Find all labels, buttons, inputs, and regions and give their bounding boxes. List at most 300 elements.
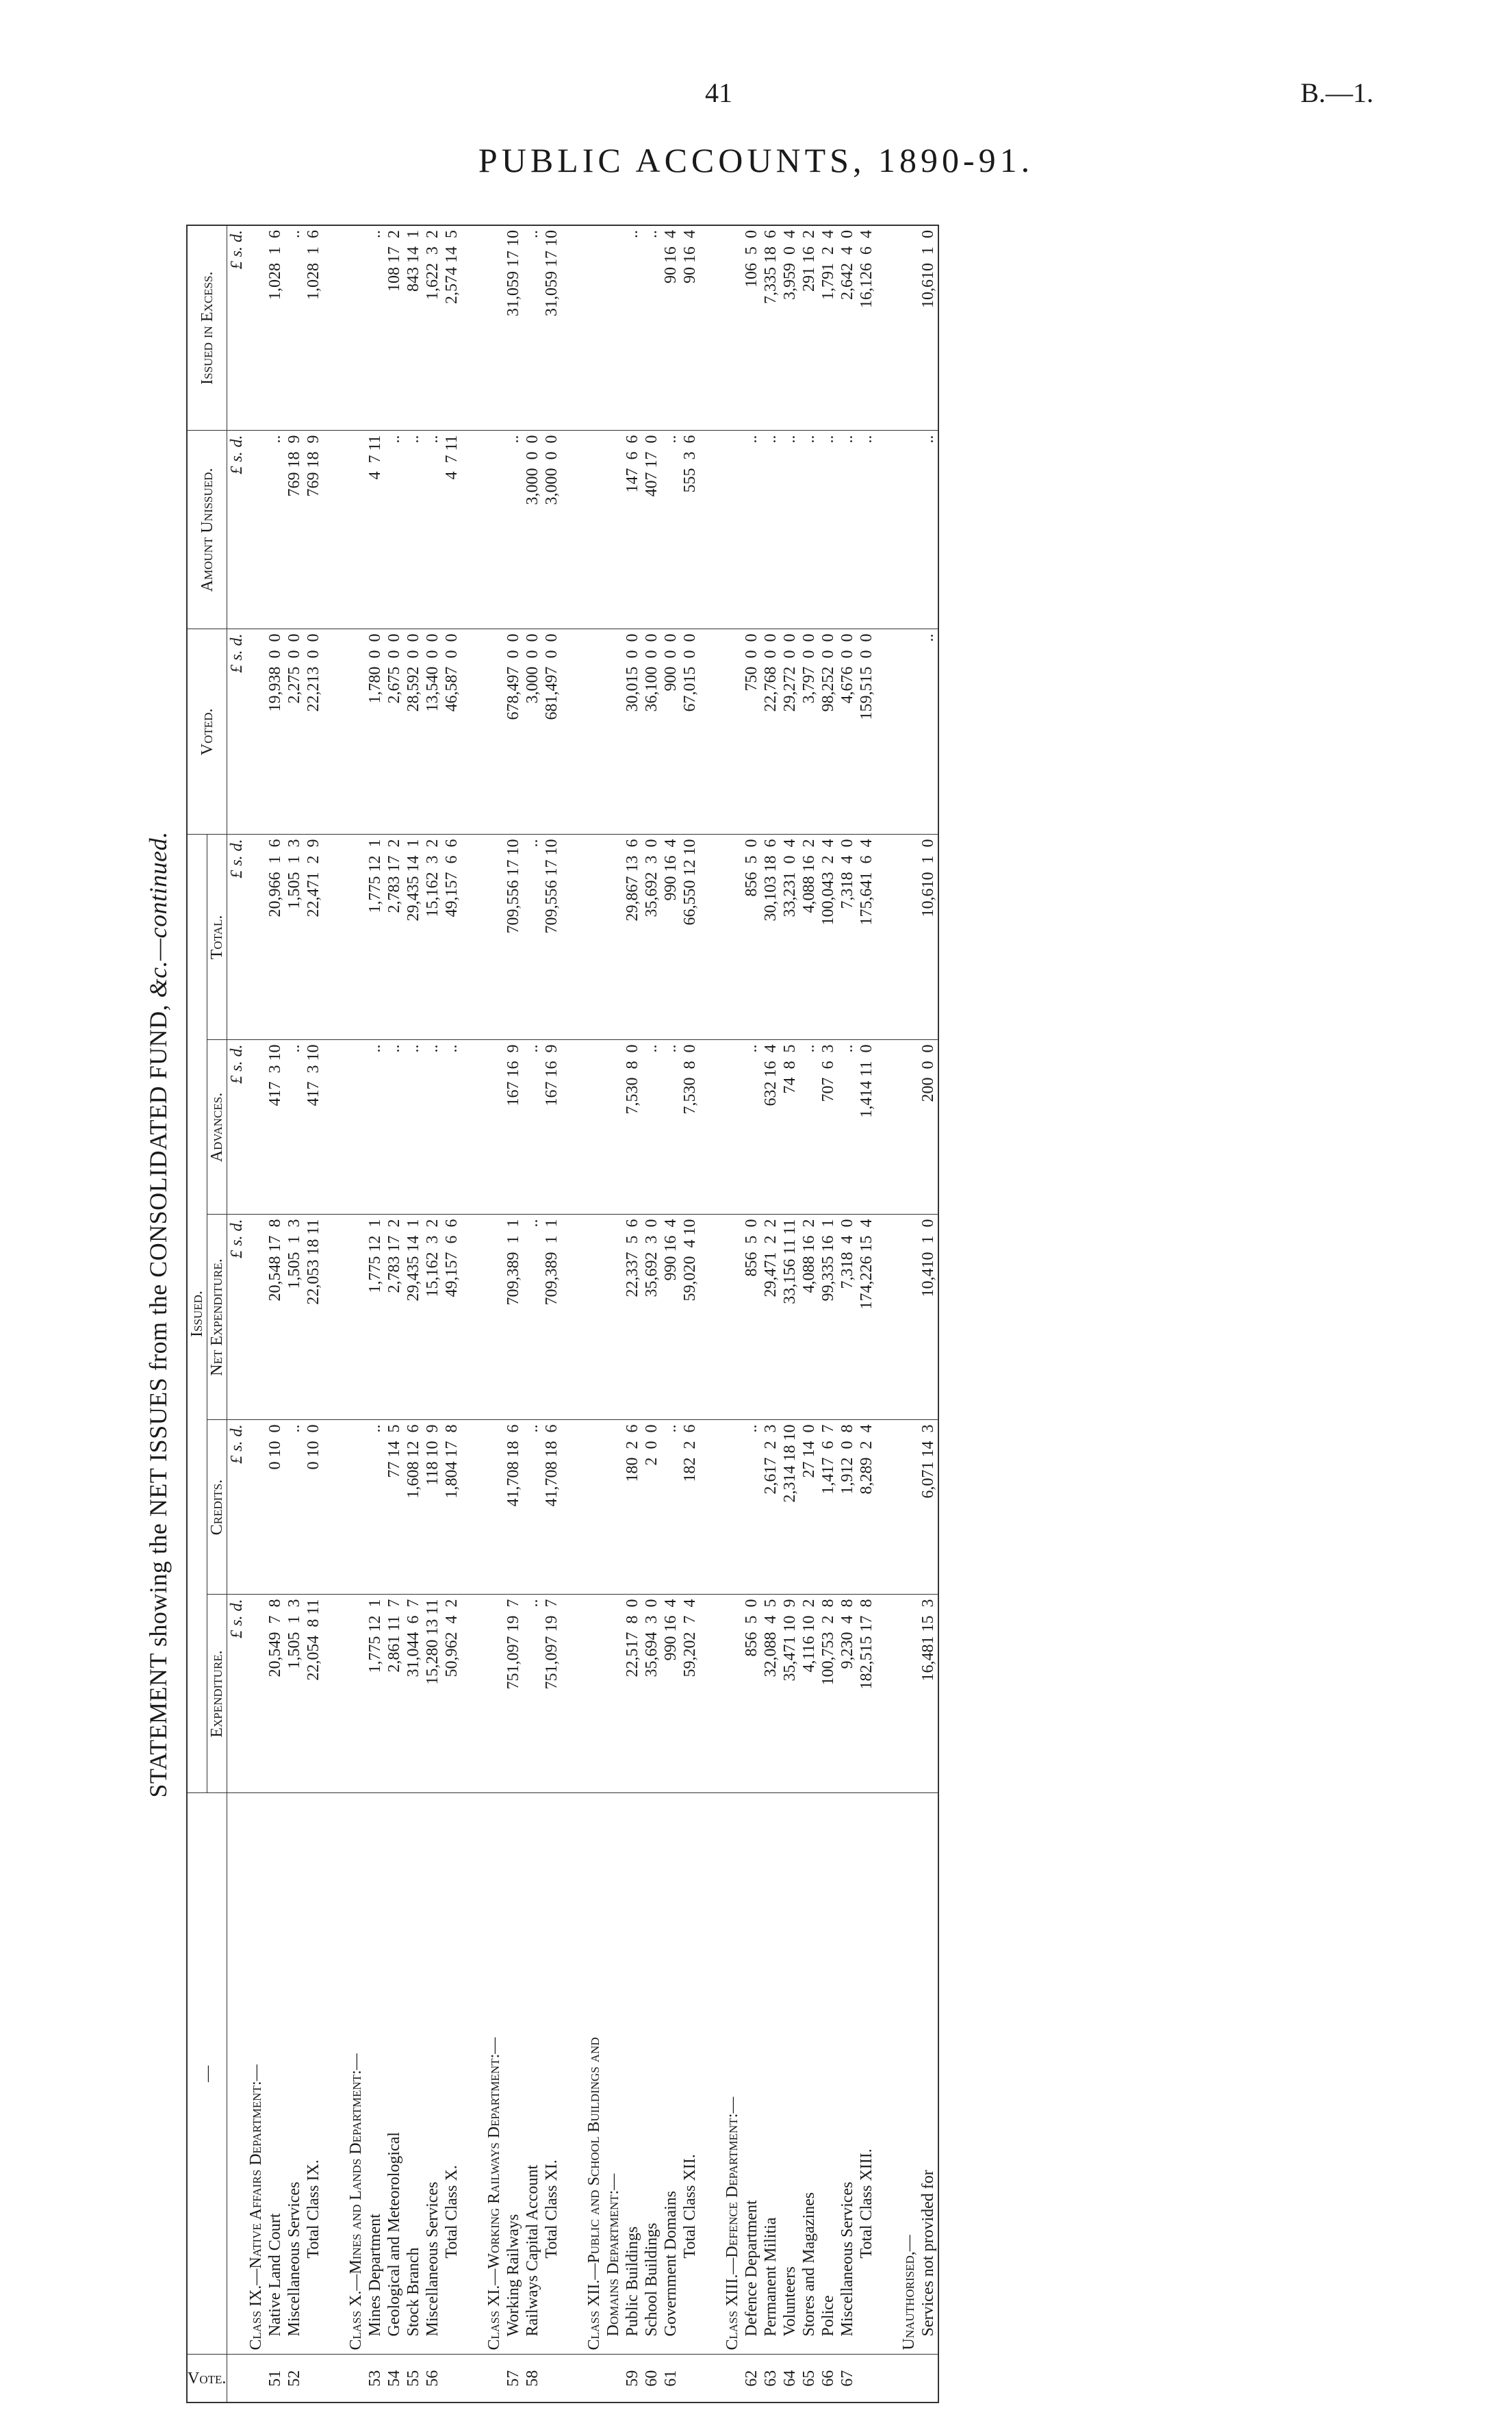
class-heading-row [246, 225, 266, 2403]
amount-cell: .. [642, 225, 661, 431]
units-row [227, 225, 247, 2403]
amount-cell: 856 5 0 [742, 835, 761, 1040]
amount-cell: 28,592 0 0 [404, 629, 423, 835]
table-body [227, 225, 939, 2403]
amount-cell: 1,622 3 2 [423, 225, 442, 431]
amount-cell: .. [366, 1420, 385, 1595]
amount-cell: 29,471 2 2 [761, 1215, 780, 1420]
amount-cell [346, 225, 366, 431]
spacer-row [876, 225, 899, 2403]
amount-cell: .. [523, 1420, 542, 1595]
amount-cell [485, 431, 504, 629]
table-row [523, 225, 542, 2403]
table-row [819, 225, 838, 2403]
amount-cell [899, 1420, 919, 1595]
row-description: Class XIII.—Defence Department:— [723, 1793, 742, 2355]
amount-cell: 709,389 1 1 [504, 1215, 523, 1420]
amount-cell [604, 1040, 623, 1215]
advances-header: Advances. [207, 1040, 227, 1215]
amount-cell: .. [661, 1040, 680, 1215]
amount-cell: 59,202 7 4 [680, 1595, 700, 1793]
amount-cell: 407 17 0 [642, 431, 661, 629]
vote-number [604, 2355, 623, 2403]
row-description: Total Class IX. [304, 1793, 323, 2355]
amount-cell: 98,252 0 0 [819, 629, 838, 835]
amount-cell: 7,530 8 0 [680, 1040, 700, 1215]
amount-cell: 30,015 0 0 [623, 629, 642, 835]
amount-cell [899, 1040, 919, 1215]
vote-number [346, 2355, 366, 2403]
class-heading-row [604, 225, 623, 2403]
units-cell: £ s. d. [227, 1040, 247, 1215]
page-reference: B.—1. [1300, 77, 1374, 108]
class-heading-row [899, 225, 919, 2403]
accounts-table [186, 225, 939, 2403]
total-header: Total. [207, 835, 227, 1040]
amount-cell: 3,000 0 0 [523, 629, 542, 835]
amount-cell [899, 1215, 919, 1420]
amount-cell [899, 1595, 919, 1793]
amount-cell: 4 7 11 [366, 431, 385, 629]
amount-cell: .. [504, 431, 523, 629]
amount-cell: 49,157 6 6 [442, 835, 461, 1040]
amount-cell [246, 1595, 266, 1793]
amount-cell: 13,540 0 0 [423, 629, 442, 835]
vote-number [246, 2355, 266, 2403]
amount-cell: .. [819, 431, 838, 629]
amount-cell [346, 629, 366, 835]
page-title: PUBLIC ACCOUNTS, 1890-91. [478, 141, 1034, 179]
amount-cell: 0 10 0 [266, 1420, 285, 1595]
amount-cell [723, 225, 742, 431]
vote-number: 64 [780, 2355, 799, 2403]
amount-cell: .. [523, 835, 542, 1040]
amount-cell [346, 835, 366, 1040]
amount-cell: .. [266, 431, 285, 629]
row-description: Public Buildings [623, 1793, 642, 2355]
vote-number: 56 [423, 2355, 442, 2403]
vote-number: 51 [266, 2355, 285, 2403]
amount-cell: 681,497 0 0 [542, 629, 561, 835]
table-row [285, 225, 304, 2403]
amount-cell: 4,088 16 2 [799, 835, 819, 1040]
amount-cell: 2 0 0 [642, 1420, 661, 1595]
total-row [304, 225, 323, 2403]
amount-cell: 4,676 0 0 [838, 629, 857, 835]
vote-number [680, 2355, 700, 2403]
amount-cell: 769 18 9 [304, 431, 323, 629]
amount-cell: 900 0 0 [661, 629, 680, 835]
row-description: Miscellaneous Services [838, 1793, 857, 2355]
amount-cell: 32,088 4 5 [761, 1595, 780, 1793]
amount-cell: 147 6 6 [623, 431, 642, 629]
issued-in-excess-header: Issued in Excess. [187, 225, 227, 431]
amount-cell: 751,097 19 7 [504, 1595, 523, 1793]
amount-cell: 990 16 4 [661, 835, 680, 1040]
vote-number: 66 [819, 2355, 838, 2403]
amount-cell: 3,797 0 0 [799, 629, 819, 835]
amount-cell: .. [623, 225, 642, 431]
amount-cell: 2,642 4 0 [838, 225, 857, 431]
amount-cell: .. [442, 1040, 461, 1215]
amount-cell [585, 225, 604, 431]
amount-cell: 22,768 0 0 [761, 629, 780, 835]
amount-cell: 7,530 8 0 [623, 1040, 642, 1215]
table-row [623, 225, 642, 2403]
vote-number [485, 2355, 504, 2403]
row-description: School Buildings [642, 1793, 661, 2355]
amount-cell [246, 225, 266, 431]
vote-number: 63 [761, 2355, 780, 2403]
amount-cell [346, 1420, 366, 1595]
vote-number [442, 2355, 461, 2403]
amount-cell: .. [366, 1040, 385, 1215]
table-row [642, 225, 661, 2403]
amount-cell: .. [523, 1595, 542, 1793]
amount-cell: .. [285, 1040, 304, 1215]
vote-number: 53 [366, 2355, 385, 2403]
spacer-row [561, 225, 585, 2403]
row-description: Class IX.—Native Affairs Department:— [246, 1793, 266, 2355]
amount-cell: .. [919, 431, 938, 629]
amount-cell [585, 1040, 604, 1215]
amount-cell: 4,088 16 2 [799, 1215, 819, 1420]
amount-cell: 167 16 9 [504, 1040, 523, 1215]
amount-cell: 1,804 17 8 [442, 1420, 461, 1595]
amount-cell: 2,783 17 2 [385, 835, 404, 1040]
table-row [423, 225, 442, 2403]
vote-number: 59 [623, 2355, 642, 2403]
row-description: Domains Department:— [604, 1793, 623, 2355]
amount-cell: 175,641 6 4 [857, 835, 876, 1040]
amount-cell: .. [742, 1420, 761, 1595]
units-cell: £ s. d. [227, 1420, 247, 1595]
amount-cell: 118 10 9 [423, 1420, 442, 1595]
amount-cell: 90 16 4 [661, 225, 680, 431]
amount-cell [485, 1215, 504, 1420]
amount-cell [723, 431, 742, 629]
vote-number: 60 [642, 2355, 661, 2403]
units-cell: £ s. d. [227, 431, 247, 629]
amount-cell [604, 431, 623, 629]
amount-cell [899, 629, 919, 835]
vote-number: 55 [404, 2355, 423, 2403]
amount-cell: 108 17 2 [385, 225, 404, 431]
amount-cell [246, 1420, 266, 1595]
row-description: Defence Department [742, 1793, 761, 2355]
amount-cell: 1,775 12 1 [366, 1215, 385, 1420]
amount-cell: 3,000 0 0 [523, 431, 542, 629]
amount-cell: 1,505 1 3 [285, 1595, 304, 1793]
amount-cell: 49,157 6 6 [442, 1215, 461, 1420]
amount-cell [246, 1215, 266, 1420]
amount-cell [585, 1420, 604, 1595]
amount-cell: 22,053 18 11 [304, 1215, 323, 1420]
amount-cell: 1,028 1 6 [266, 225, 285, 431]
table-row [838, 225, 857, 2403]
vote-number: 58 [523, 2355, 542, 2403]
amount-cell: .. [385, 1040, 404, 1215]
amount-cell: .. [857, 431, 876, 629]
amount-unissued-header: Amount Unissued. [187, 431, 227, 629]
vote-number: 57 [504, 2355, 523, 2403]
row-description: Total Class XII. [680, 1793, 700, 2355]
amount-cell [485, 835, 504, 1040]
table-row [661, 225, 680, 2403]
amount-cell: 59,020 4 10 [680, 1215, 700, 1420]
amount-cell: 15,162 3 2 [423, 835, 442, 1040]
amount-cell: 632 16 4 [761, 1040, 780, 1215]
amount-cell [585, 629, 604, 835]
amount-cell: .. [523, 1215, 542, 1420]
amount-cell: 35,471 10 9 [780, 1595, 799, 1793]
amount-cell: 10,610 1 0 [919, 835, 938, 1040]
amount-cell: 1,780 0 0 [366, 629, 385, 835]
table-row [780, 225, 799, 2403]
amount-cell: .. [385, 431, 404, 629]
vote-number [919, 2355, 938, 2403]
row-description: Working Railways [504, 1793, 523, 2355]
amount-cell: 1,417 6 7 [819, 1420, 838, 1595]
amount-cell: .. [661, 1420, 680, 1595]
amount-cell: 2,675 0 0 [385, 629, 404, 835]
amount-cell: .. [285, 1420, 304, 1595]
amount-cell: 19,938 0 0 [266, 629, 285, 835]
amount-cell: .. [423, 431, 442, 629]
vote-number: 62 [742, 2355, 761, 2403]
amount-cell: 1,505 1 3 [285, 1215, 304, 1420]
amount-cell [723, 1420, 742, 1595]
amount-cell: 751,097 19 7 [542, 1595, 561, 1793]
row-description: Native Land Court [266, 1793, 285, 2355]
amount-cell: 7,318 4 0 [838, 1215, 857, 1420]
class-heading-row [585, 225, 604, 2403]
vote-header: Vote. [187, 2355, 227, 2403]
amount-cell: .. [838, 431, 857, 629]
amount-cell: 678,497 0 0 [504, 629, 523, 835]
amount-cell: 990 16 4 [661, 1215, 680, 1420]
amount-cell: .. [742, 431, 761, 629]
amount-cell: .. [523, 1040, 542, 1215]
row-description: Services not provided for [919, 1793, 938, 2355]
row-description: Class XI.—Working Railways Department:— [485, 1793, 504, 2355]
amount-cell: 41,708 18 6 [542, 1420, 561, 1595]
amount-cell [585, 835, 604, 1040]
vote-number: 61 [661, 2355, 680, 2403]
description-header: — [187, 1793, 227, 2355]
amount-cell [899, 431, 919, 629]
amount-cell: 856 5 0 [742, 1215, 761, 1420]
units-cell: £ s. d. [227, 629, 247, 835]
amount-cell: 46,587 0 0 [442, 629, 461, 835]
table-row [385, 225, 404, 2403]
vote-number [542, 2355, 561, 2403]
amount-cell [585, 1595, 604, 1793]
amount-cell: .. [423, 1040, 442, 1215]
amount-cell [246, 629, 266, 835]
amount-cell: 291 16 2 [799, 225, 819, 431]
amount-cell: 990 16 4 [661, 1595, 680, 1793]
amount-cell: 100,753 2 8 [819, 1595, 838, 1793]
table-row [266, 225, 285, 2403]
net-expenditure-header: Net Expenditure. [207, 1215, 227, 1420]
amount-cell: 31,059 17 10 [542, 225, 561, 431]
amount-cell [485, 225, 504, 431]
amount-cell: 1,414 11 0 [857, 1040, 876, 1215]
amount-cell [485, 629, 504, 835]
amount-cell: 31,044 6 7 [404, 1595, 423, 1793]
amount-cell: 10,610 1 0 [919, 225, 938, 431]
table-row [761, 225, 780, 2403]
amount-cell [604, 835, 623, 1040]
amount-cell: 6,071 14 3 [919, 1420, 938, 1595]
amount-cell: 2,275 0 0 [285, 629, 304, 835]
amount-cell: .. [404, 431, 423, 629]
row-description: Mines Department [366, 1793, 385, 2355]
amount-cell: .. [799, 1040, 819, 1215]
amount-cell [485, 1040, 504, 1215]
amount-cell [485, 1595, 504, 1793]
units-cell: £ s. d. [227, 1595, 247, 1793]
class-heading-row [485, 225, 504, 2403]
amount-cell [723, 629, 742, 835]
amount-cell: 35,694 3 0 [642, 1595, 661, 1793]
amount-cell: 1,028 1 6 [304, 225, 323, 431]
amount-cell: 167 16 9 [542, 1040, 561, 1215]
amount-cell: 15,162 3 2 [423, 1215, 442, 1420]
row-description: Total Class XI. [542, 1793, 561, 2355]
amount-cell [723, 835, 742, 1040]
amount-cell: 99,335 16 1 [819, 1215, 838, 1420]
row-description: Unauthorised,— [899, 1793, 919, 2355]
amount-cell: 3,959 0 4 [780, 225, 799, 431]
table-row [366, 225, 385, 2403]
credits-header: Credits. [207, 1420, 227, 1595]
row-description: Total Class X. [442, 1793, 461, 2355]
amount-cell [604, 629, 623, 835]
amount-cell: 1,608 12 6 [404, 1420, 423, 1595]
units-cell: £ s. d. [227, 1215, 247, 1420]
row-description: Permanent Militia [761, 1793, 780, 2355]
amount-cell: 0 10 0 [304, 1420, 323, 1595]
amount-cell: 555 3 6 [680, 431, 700, 629]
amount-cell [604, 1215, 623, 1420]
vote-number: 52 [285, 2355, 304, 2403]
amount-cell: .. [366, 225, 385, 431]
amount-cell [723, 1040, 742, 1215]
amount-cell [246, 431, 266, 629]
amount-cell: 33,231 0 4 [780, 835, 799, 1040]
table-caption: STATEMENT showing the NET ISSUES from the CONSOLIDATED FUND, &c.—continued. [144, 831, 172, 1798]
row-description: Geological and Meteorological [385, 1793, 404, 2355]
amount-cell [585, 431, 604, 629]
amount-cell: 2,861 11 7 [385, 1595, 404, 1793]
amount-cell: 20,549 7 8 [266, 1595, 285, 1793]
amount-cell: 35,692 3 0 [642, 1215, 661, 1420]
amount-cell [346, 1215, 366, 1420]
row-description: Miscellaneous Services [423, 1793, 442, 2355]
vote-number: 67 [838, 2355, 857, 2403]
amount-cell: 22,471 2 9 [304, 835, 323, 1040]
amount-cell [604, 1595, 623, 1793]
amount-cell: 67,015 0 0 [680, 629, 700, 835]
amount-cell: 31,059 17 10 [504, 225, 523, 431]
amount-cell [604, 225, 623, 431]
amount-cell: .. [761, 431, 780, 629]
amount-cell: 2,574 14 5 [442, 225, 461, 431]
row-description: Total Class XIII. [857, 1793, 876, 2355]
vote-number: 54 [385, 2355, 404, 2403]
amount-cell: 1,791 2 4 [819, 225, 838, 431]
class-heading-row [723, 225, 742, 2403]
amount-cell: 29,272 0 0 [780, 629, 799, 835]
amount-cell: 3,000 0 0 [542, 431, 561, 629]
amount-cell: .. [404, 1040, 423, 1215]
vote-number [304, 2355, 323, 2403]
amount-cell [723, 1595, 742, 1793]
amount-cell: .. [523, 225, 542, 431]
total-row [857, 225, 876, 2403]
expenditure-header: Expenditure. [207, 1595, 227, 1793]
amount-cell: 200 0 0 [919, 1040, 938, 1215]
amount-cell: 417 3 10 [266, 1040, 285, 1215]
amount-cell: 1,775 12 1 [366, 835, 385, 1040]
amount-cell: 66,550 12 10 [680, 835, 700, 1040]
amount-cell: 180 2 6 [623, 1420, 642, 1595]
amount-cell: 106 5 0 [742, 225, 761, 431]
vote-number [857, 2355, 876, 2403]
rotated-statement-table [144, 226, 1329, 2403]
amount-cell: 20,548 17 8 [266, 1215, 285, 1420]
table-row [742, 225, 761, 2403]
amount-cell: 30,103 18 6 [761, 835, 780, 1040]
amount-cell: 50,962 4 2 [442, 1595, 461, 1793]
amount-cell [346, 1595, 366, 1793]
amount-cell: 15,280 13 11 [423, 1595, 442, 1793]
issued-header: Issued. [187, 835, 207, 1793]
amount-cell: 16,481 15 3 [919, 1595, 938, 1793]
amount-cell: 27 14 0 [799, 1420, 819, 1595]
amount-cell: 769 18 9 [285, 431, 304, 629]
row-description: Class XII.—Public and School Buildings and [585, 1793, 604, 2355]
total-row [680, 225, 700, 2403]
spacer-row [461, 225, 485, 2403]
amount-cell: 182,515 17 8 [857, 1595, 876, 1793]
amount-cell: 33,156 11 11 [780, 1215, 799, 1420]
amount-cell: 10,410 1 0 [919, 1215, 938, 1420]
amount-cell: 1,775 12 1 [366, 1595, 385, 1793]
vote-number [723, 2355, 742, 2403]
amount-cell: 4 7 11 [442, 431, 461, 629]
spacer-row [700, 225, 723, 2403]
amount-cell: 856 5 0 [742, 1595, 761, 1793]
table-row [504, 225, 523, 2403]
amount-cell: 41,708 18 6 [504, 1420, 523, 1595]
amount-cell: 709,556 17 10 [542, 835, 561, 1040]
amount-cell: .. [919, 629, 938, 835]
amount-cell: 7,318 4 0 [838, 835, 857, 1040]
row-description: Railways Capital Account [523, 1793, 542, 2355]
amount-cell: 1,505 1 3 [285, 835, 304, 1040]
table-row [799, 225, 819, 2403]
total-row [442, 225, 461, 2403]
amount-cell: .. [285, 225, 304, 431]
amount-cell: 22,517 8 0 [623, 1595, 642, 1793]
amount-cell: .. [642, 1040, 661, 1215]
amount-cell: 7,335 18 6 [761, 225, 780, 431]
amount-cell: 16,126 6 4 [857, 225, 876, 431]
amount-cell: 174,226 15 4 [857, 1215, 876, 1420]
